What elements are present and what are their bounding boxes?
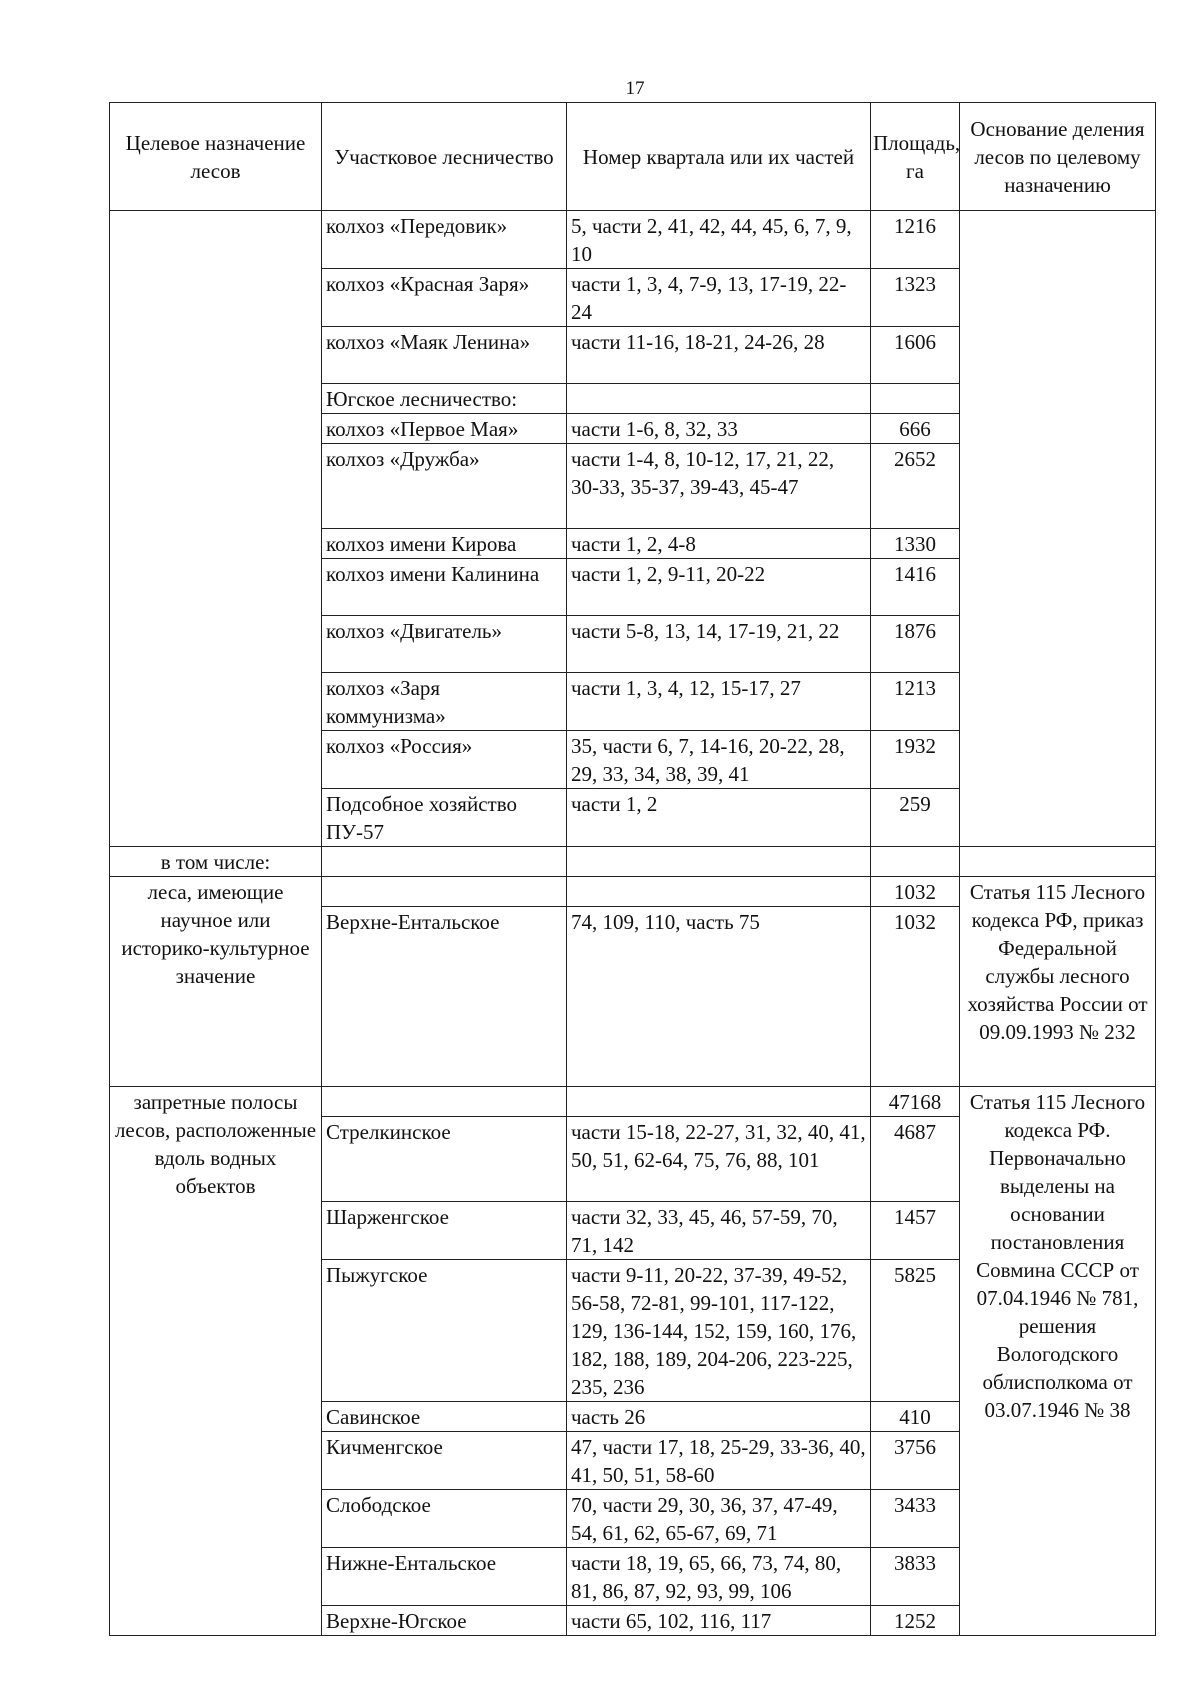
district-cell: колхоз «Маяк Ленина» bbox=[322, 327, 567, 384]
header-quarters: Номер квартала или их частей bbox=[567, 103, 871, 211]
district-cell: Пыжугское bbox=[322, 1260, 567, 1402]
area-cell: 3433 bbox=[871, 1490, 960, 1548]
district-cell: колхоз «Первое Мая» bbox=[322, 414, 567, 444]
area-cell: 1252 bbox=[871, 1606, 960, 1636]
area-cell: 1606 bbox=[871, 327, 960, 384]
district-cell: колхоз имени Калинина bbox=[322, 559, 567, 616]
area-cell: 1032 bbox=[871, 907, 960, 1087]
district-cell: Слободское bbox=[322, 1490, 567, 1548]
district-cell: Югское лесничество: bbox=[322, 384, 567, 414]
area-cell: 259 bbox=[871, 789, 960, 847]
quarters-cell: 74, 109, 110, часть 75 bbox=[567, 907, 871, 1087]
district-cell: Стрелкинское bbox=[322, 1117, 567, 1202]
district-cell: Верхне-Югское bbox=[322, 1606, 567, 1636]
basis-cell-continued bbox=[960, 211, 1156, 847]
area-cell: 1416 bbox=[871, 559, 960, 616]
area-cell: 1323 bbox=[871, 269, 960, 327]
district-cell: колхоз «Двигатель» bbox=[322, 616, 567, 673]
area-cell: 3833 bbox=[871, 1548, 960, 1606]
quarters-cell: части 18, 19, 65, 66, 73, 74, 80, 81, 86, 87, 92, 93, 99, 106 bbox=[567, 1548, 871, 1606]
area-cell: 1330 bbox=[871, 529, 960, 559]
district-cell: колхоз «Красная Заря» bbox=[322, 269, 567, 327]
quarters-cell: 5, части 2, 41, 42, 44, 45, 6, 7, 9, 10 bbox=[567, 211, 871, 269]
quarters-cell bbox=[567, 384, 871, 414]
header-district: Участковое лесничество bbox=[322, 103, 567, 211]
quarters-cell: части 1, 3, 4, 12, 15-17, 27 bbox=[567, 673, 871, 731]
quarters-cell: часть 26 bbox=[567, 1402, 871, 1432]
quarters-cell: части 1, 3, 4, 7-9, 13, 17-19, 22-24 bbox=[567, 269, 871, 327]
quarters-cell: части 32, 33, 45, 46, 57-59, 70, 71, 142 bbox=[567, 1202, 871, 1260]
district-cell: Подсобное хозяйство ПУ-57 bbox=[322, 789, 567, 847]
quarters-cell: части 5-8, 13, 14, 17-19, 21, 22 bbox=[567, 616, 871, 673]
quarters-cell: 47, части 17, 18, 25-29, 33-36, 40, 41, 50, 51, 58-60 bbox=[567, 1432, 871, 1490]
quarters-cell: части 1, 2, 4-8 bbox=[567, 529, 871, 559]
forest-purpose-table bbox=[109, 102, 1156, 1636]
quarters-cell: части 11-16, 18-21, 24-26, 28 bbox=[567, 327, 871, 384]
table-row bbox=[110, 847, 1156, 877]
purpose-scientific: леса, имеющие научное или историко-культурное значение bbox=[110, 877, 322, 1087]
header-purpose: Целевое назначение лесов bbox=[110, 103, 322, 211]
area-cell: 4687 bbox=[871, 1117, 960, 1202]
section-total-area: 47168 bbox=[871, 1087, 960, 1117]
header-basis: Основание деления лесов по целевому назначению bbox=[960, 103, 1156, 211]
area-cell: 1876 bbox=[871, 616, 960, 673]
area-cell: 3756 bbox=[871, 1432, 960, 1490]
area-cell: 666 bbox=[871, 414, 960, 444]
table-row bbox=[110, 1087, 1156, 1117]
quarters-cell: части 1-6, 8, 32, 33 bbox=[567, 414, 871, 444]
area-cell bbox=[871, 384, 960, 414]
section-total-area: 1032 bbox=[871, 877, 960, 907]
table-header-row bbox=[110, 103, 1156, 211]
area-cell: 5825 bbox=[871, 1260, 960, 1402]
quarters-cell: части 1, 2 bbox=[567, 789, 871, 847]
area-cell: 2652 bbox=[871, 444, 960, 529]
quarters-cell: части 1, 2, 9-11, 20-22 bbox=[567, 559, 871, 616]
district-cell: колхоз «Дружба» bbox=[322, 444, 567, 529]
quarters-cell: части 65, 102, 116, 117 bbox=[567, 1606, 871, 1636]
area-cell: 1216 bbox=[871, 211, 960, 269]
district-cell: колхоз «Заря коммунизма» bbox=[322, 673, 567, 731]
district-cell: колхоз имени Кирова bbox=[322, 529, 567, 559]
area-cell: 1213 bbox=[871, 673, 960, 731]
header-area: Площадь, га bbox=[871, 103, 960, 211]
district-cell: колхоз «Передовик» bbox=[322, 211, 567, 269]
table-row bbox=[110, 877, 1156, 907]
quarters-cell: 35, части 6, 7, 14-16, 20-22, 28, 29, 33, 34, 38, 39, 41 bbox=[567, 731, 871, 789]
quarters-cell: части 15-18, 22-27, 31, 32, 40, 41, 50, 51, 62-64, 75, 76, 88, 101 bbox=[567, 1117, 871, 1202]
table-row bbox=[110, 211, 1156, 269]
district-cell: Нижне-Ентальское bbox=[322, 1548, 567, 1606]
including-label: в том числе: bbox=[110, 847, 322, 877]
basis-scientific: Статья 115 Лесного кодекса РФ, приказ Федеральной службы лесного хозяйства России от 09.09.1993 № 232 bbox=[960, 877, 1156, 1087]
area-cell: 1932 bbox=[871, 731, 960, 789]
quarters-cell: части 1-4, 8, 10-12, 17, 21, 22, 30-33, 35-37, 39-43, 45-47 bbox=[567, 444, 871, 529]
purpose-cell-continued bbox=[110, 211, 322, 847]
basis-water-protection: Статья 115 Лесного кодекса РФ. Первоначально выделены на основании постановления Совмина СССР от 07.04.1946 № 781, решения Вологодского облисполкома от 03.07.1946 № 38 bbox=[960, 1087, 1156, 1636]
district-cell: колхоз «Россия» bbox=[322, 731, 567, 789]
page-number: 17 bbox=[625, 78, 645, 99]
district-cell: Кичменгское bbox=[322, 1432, 567, 1490]
purpose-water-protection: запретные полосы лесов, расположенные вдоль водных объектов bbox=[110, 1087, 322, 1636]
quarters-cell: 70, части 29, 30, 36, 37, 47-49, 54, 61, 62, 65-67, 69, 71 bbox=[567, 1490, 871, 1548]
quarters-cell: части 9-11, 20-22, 37-39, 49-52, 56-58, 72-81, 99-101, 117-122, 129, 136-144, 152, 159, 160, 176, 182, 188, 189, 204-206, 223-225, 235, 236 bbox=[567, 1260, 871, 1402]
district-cell: Верхне-Ентальское bbox=[322, 907, 567, 1087]
district-cell: Савинское bbox=[322, 1402, 567, 1432]
area-cell: 410 bbox=[871, 1402, 960, 1432]
district-cell: Шарженгское bbox=[322, 1202, 567, 1260]
area-cell: 1457 bbox=[871, 1202, 960, 1260]
